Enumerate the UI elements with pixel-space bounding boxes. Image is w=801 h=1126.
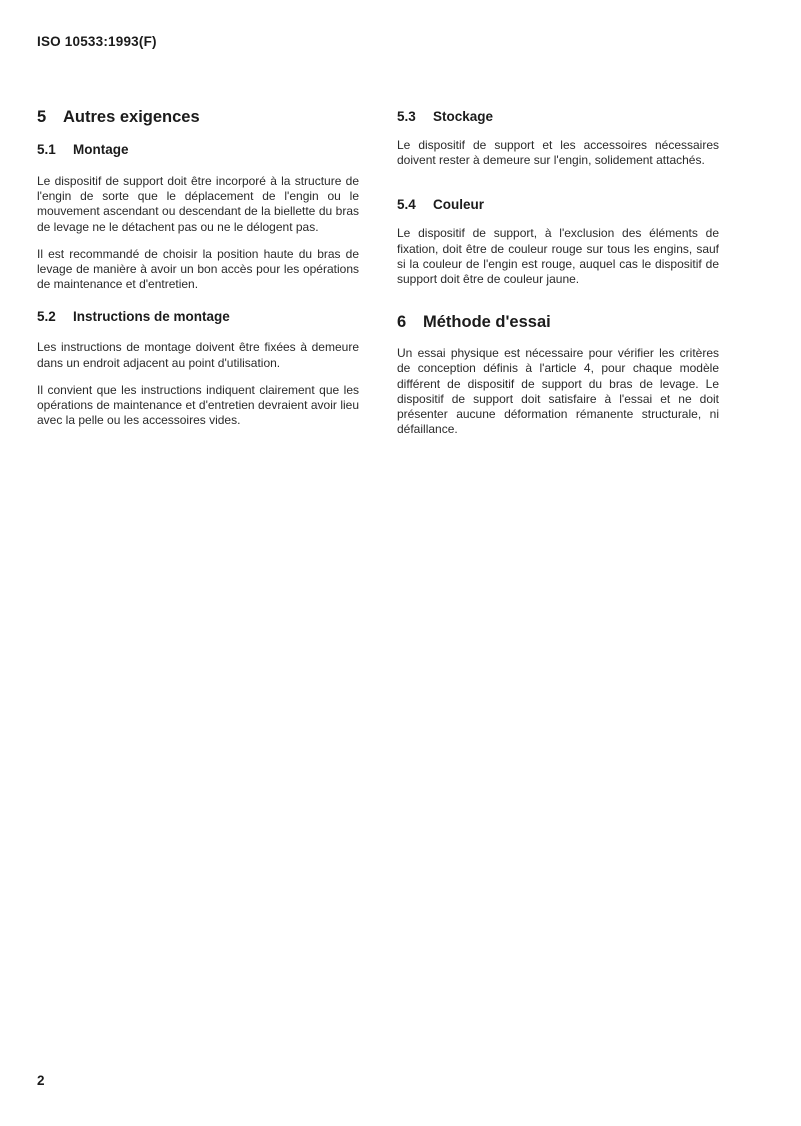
section-5-1-heading <box>37 141 359 159</box>
section-5-1-number: 5.1 <box>37 142 56 157</box>
clause-5-number: 5 <box>37 108 47 126</box>
section-5-1-paragraph-2: Il est recommandé de choisir la position haute du bras de levage de manière à avoir un bon accès pour les opérations de maintenance et d'entretien. <box>37 246 359 292</box>
section-5-4-heading <box>397 196 719 214</box>
section-5-4-title: Couleur <box>433 197 485 213</box>
section-5-2-heading <box>37 308 359 326</box>
page-number: 2 <box>37 1073 45 1088</box>
clause-5-title: Autres exigences <box>63 108 200 126</box>
section-5-3-paragraph-1: Le dispositif de support et les accessoires nécessaires doivent rester à demeure sur l'engin, solidement attachés. <box>397 138 719 168</box>
section-5-3-number: 5.3 <box>397 109 416 124</box>
section-5-4-number: 5.4 <box>397 197 416 213</box>
right-column <box>397 106 719 437</box>
section-5-4-paragraph-1: Le dispositif de support, à l'exclusion des éléments de fixation, doit être de couleur rouge sur tous les engins, sauf si la couleur de l'engin est rouge, auquel cas le dispositif de support doit être de couleur jaune. <box>397 226 719 287</box>
clause-5-heading <box>37 106 359 128</box>
section-5-2-paragraph-2: Il convient que les instructions indiquent clairement que les opérations de maintenance et d'entretien devraient avoir lieu avec la pelle ou les accessoires vides. <box>37 382 359 428</box>
section-5-2-title: Instructions de montage <box>73 309 230 325</box>
clause-6-number: 6 <box>397 313 407 332</box>
document-id-header: ISO 10533:1993(F) <box>37 34 157 49</box>
section-5-2-number: 5.2 <box>37 309 56 325</box>
clause-6-title: Méthode d'essai <box>423 313 551 332</box>
section-5-1-title: Montage <box>73 142 129 157</box>
section-5-2-paragraph-1: Les instructions de montage doivent être fixées à demeure dans un endroit adjacent au point d'utilisation. <box>37 340 359 370</box>
left-column <box>37 106 359 428</box>
section-5-3-heading <box>397 108 719 126</box>
clause-6-paragraph-1: Un essai physique est nécessaire pour vérifier les critères de conception définis à l'article 4, pour chaque modèle différent de dispositif de support du bras de levage. Le dispositif de support doit satisfaire à l'essai et ne doit présenter aucune déformation rémanente structurale, ni défaillance. <box>397 346 719 437</box>
clause-6-heading <box>397 311 719 333</box>
section-5-3-title: Stockage <box>433 109 494 124</box>
section-5-1-paragraph-1: Le dispositif de support doit être incorporé à la structure de l'engin de sorte que le déplacement de l'engin ou le mouvement ascendant ou descendant de la biellette du bras de levage ne le détachent pas ou ne le délogent pas. <box>37 174 359 234</box>
